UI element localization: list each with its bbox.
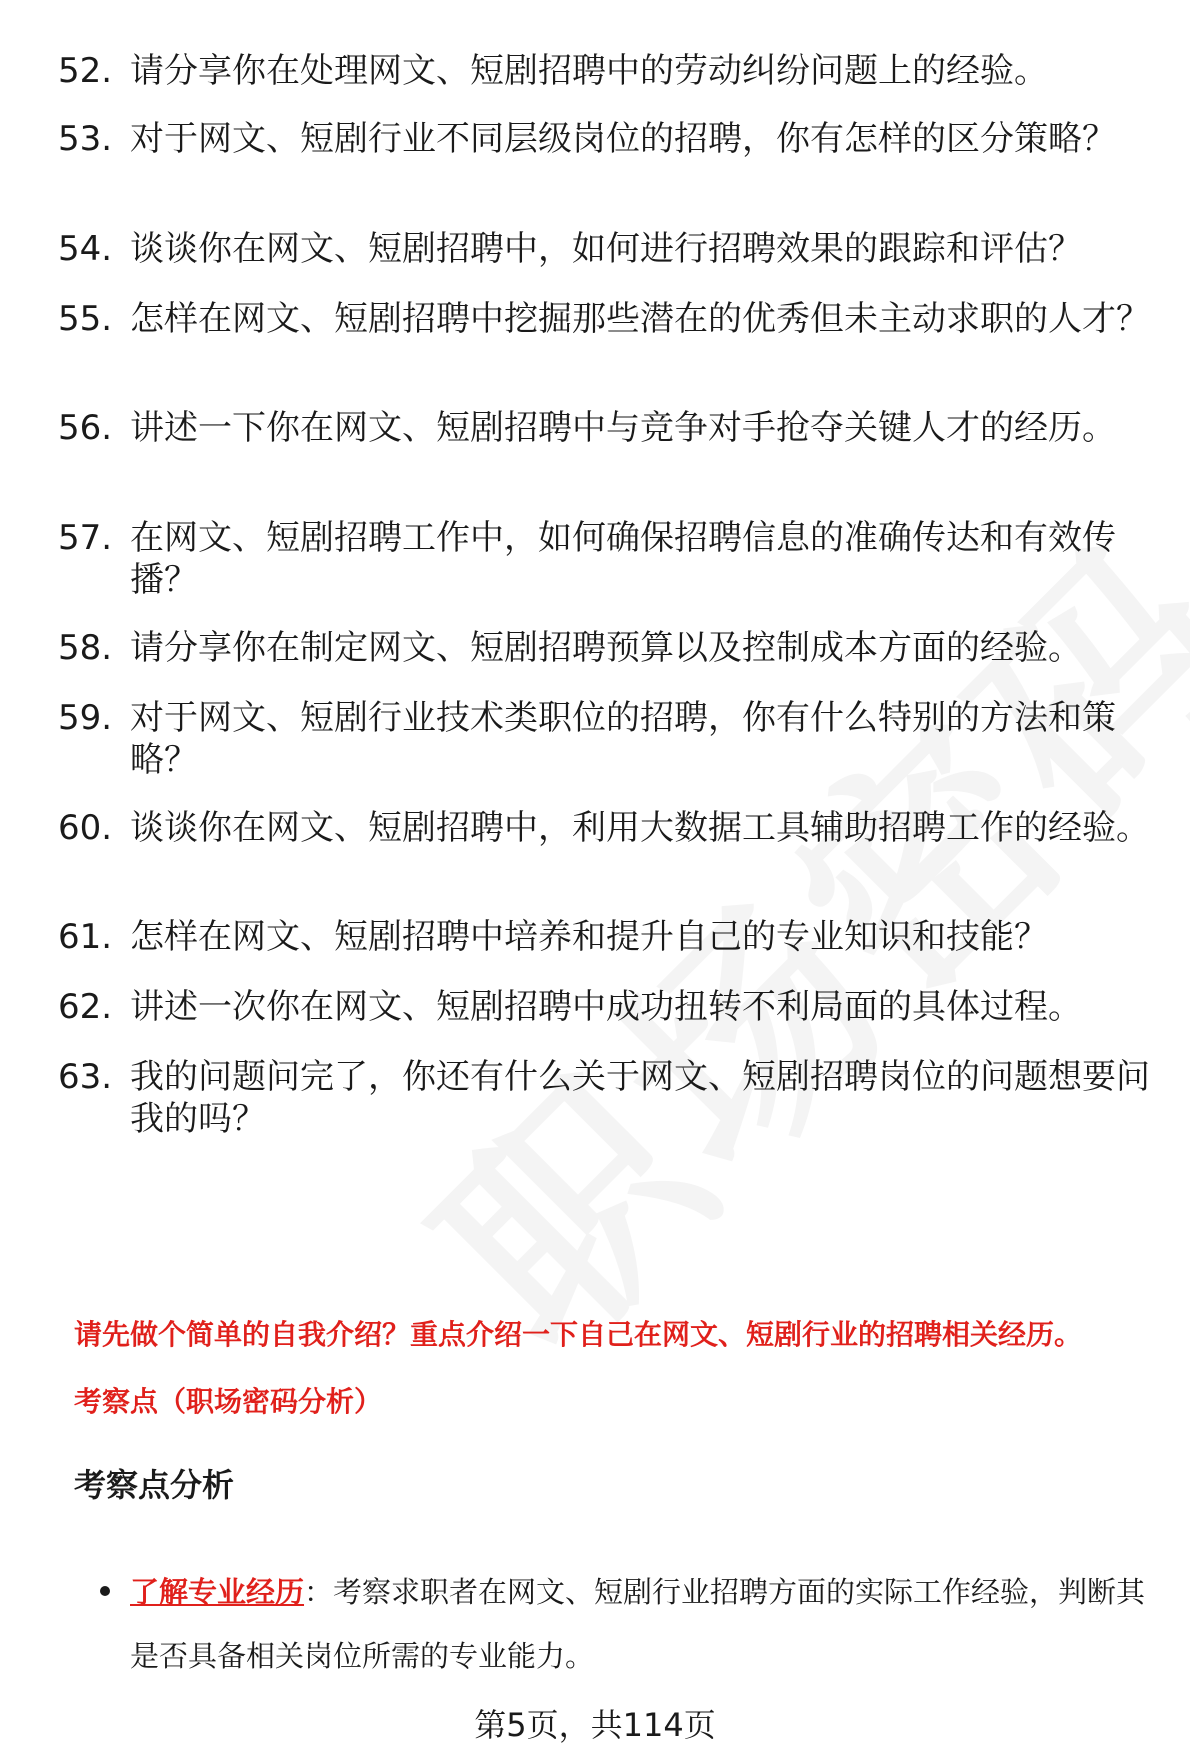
- question-number: 53.: [58, 119, 113, 159]
- question-number: 62.: [58, 987, 113, 1027]
- question-text: 请分享你在处理网文、短剧招聘中的劳动纠纷问题上的经验。: [130, 51, 1048, 91]
- bullet-text: ：考察求职者在网文、短剧行业招聘方面的实际工作经验，判断其是否具备相关岗位所需的专业能力。: [130, 1575, 1146, 1673]
- question-number: 60.: [58, 808, 113, 848]
- question-text: 对于网文、短剧行业不同层级岗位的招聘，你有怎样的区分策略？: [130, 119, 1116, 159]
- bullet-dot-icon: [100, 1586, 110, 1596]
- section-title: 考察点分析: [74, 1466, 235, 1504]
- question-number: 56.: [58, 408, 113, 448]
- question-text: 怎样在网文、短剧招聘中挖掘那些潜在的优秀但未主动求职的人才？: [130, 299, 1150, 339]
- page-footer: 第5页，共114页: [474, 1706, 716, 1744]
- inspection-label: 考察点（职场密码分析）: [74, 1385, 383, 1418]
- question-number: 55.: [58, 299, 113, 339]
- question-number: 52.: [58, 51, 113, 91]
- question-number: 61.: [58, 917, 113, 957]
- bullet-link[interactable]: 了解专业经历: [130, 1575, 305, 1609]
- question-number: 58.: [58, 628, 113, 668]
- question-text: 讲述一下你在网文、短剧招聘中与竞争对手抢夺关键人才的经历。: [130, 408, 1116, 448]
- question-text: 讲述一次你在网文、短剧招聘中成功扭转不利局面的具体过程。: [130, 987, 1082, 1027]
- highlight-question: 请先做个简单的自我介绍？重点介绍一下自己在网文、短剧行业的招聘相关经历。: [74, 1318, 1083, 1351]
- question-text: 对于网文、短剧行业技术类职位的招聘，你有什么特别的方法和策略？: [130, 698, 1116, 780]
- question-text: 谈谈你在网文、短剧招聘中，利用大数据工具辅助招聘工作的经验。: [130, 808, 1150, 848]
- question-number: 59.: [58, 698, 113, 738]
- bullet-body: [130, 1560, 1160, 1688]
- question-text: 怎样在网文、短剧招聘中培养和提升自己的专业知识和技能？: [130, 917, 1048, 957]
- question-text: 在网文、短剧招聘工作中，如何确保招聘信息的准确传达和有效传播？: [130, 518, 1116, 600]
- question-text: 我的问题问完了，你还有什么关于网文、短剧招聘岗位的问题想要问我的吗？: [130, 1057, 1150, 1139]
- question-number: 57.: [58, 518, 113, 558]
- question-text: 请分享你在制定网文、短剧招聘预算以及控制成本方面的经验。: [130, 628, 1082, 668]
- question-number: 63.: [58, 1057, 113, 1097]
- question-text: 谈谈你在网文、短剧招聘中，如何进行招聘效果的跟踪和评估？: [130, 229, 1082, 269]
- question-number: 54.: [58, 229, 113, 269]
